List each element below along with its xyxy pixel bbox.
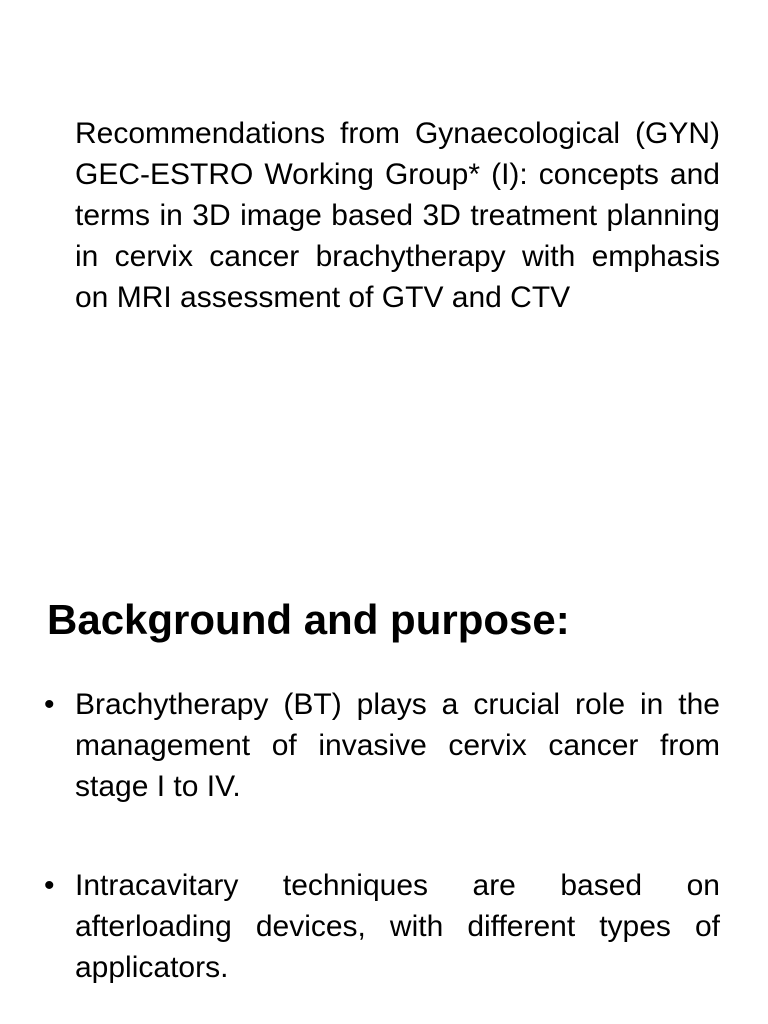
bullet-text: Intracavitary techniques are based on afterloading devices, with different types of applicators.: [75, 869, 720, 984]
section-heading: Background and purpose:: [47, 596, 570, 643]
bullet-item: [0, 865, 768, 988]
bullet-dot-icon: •: [44, 688, 55, 721]
intro-paragraph: Recommendations from Gynaecological (GYN) GEC-ESTRO Working Group* (I): concepts and terms in 3D image based 3D treatment planning in cervix cancer brachytherapy with emphasis on MRI assessment of GTV and CTV: [75, 117, 720, 314]
bullet-item: [0, 684, 768, 807]
bullet-list: [0, 684, 768, 988]
bullet-text: Brachytherapy (BT) plays a crucial role in the management of invasive cervix cancer from stage I to IV.: [75, 688, 720, 803]
bullet-dot-icon: •: [44, 869, 55, 902]
